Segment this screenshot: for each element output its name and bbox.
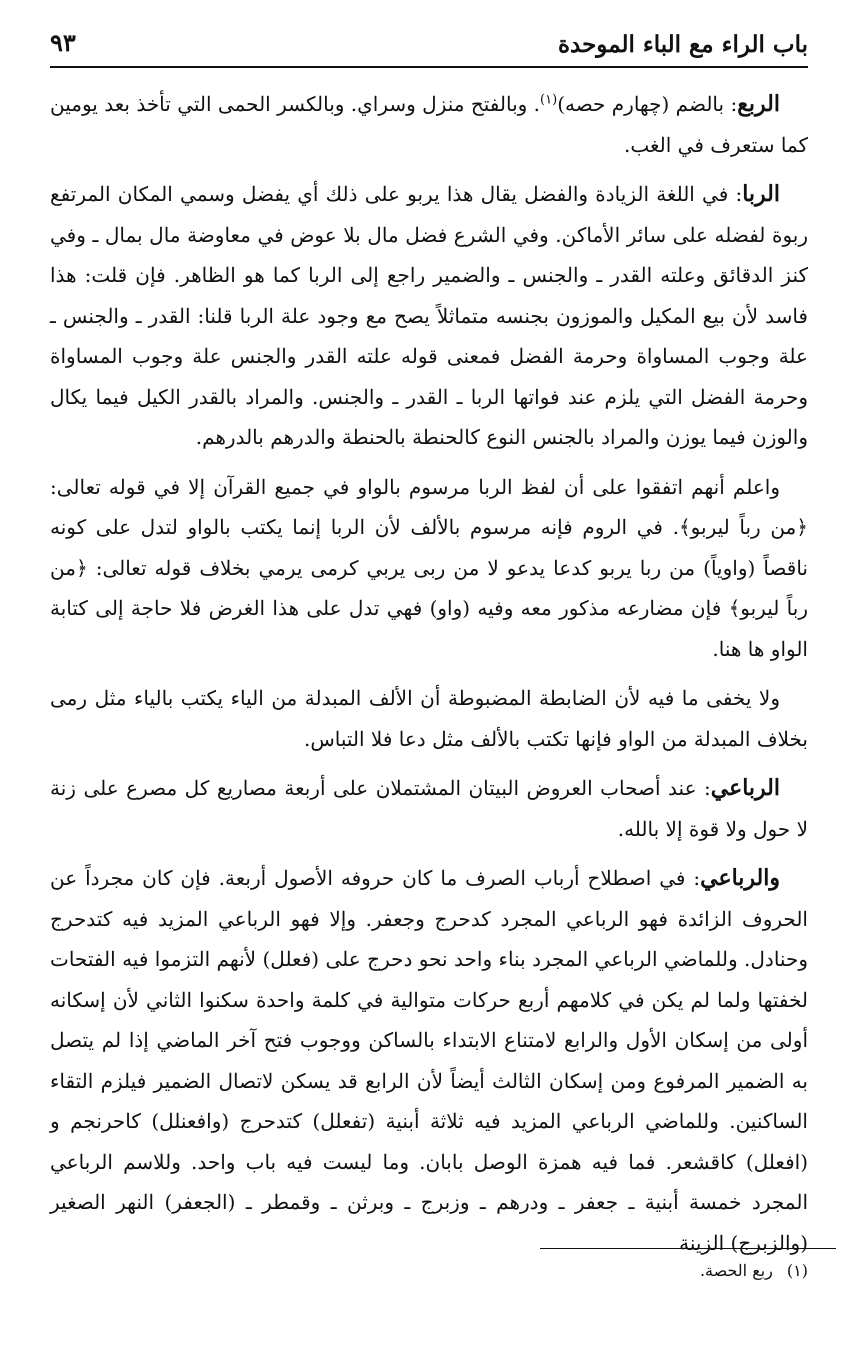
entry-headword: الربع — [737, 91, 780, 117]
entry-text: واعلم أنهم اتفقوا على أن لفظ الربا مرسوم بالواو في جميع القرآن إلا في قوله تعالى: ﴿من رباً ليربو﴾. في الروم فإنه مرسوم بالألف لأن الربا إنما يكتب بالواو لتدل على كونه ناقصاً (واوياً) من ربا يربو كدعا يدعو لا من ربى يربي كرمى يرمي بخلاف قوله تعالى: ﴿من رباً ليربو﴾ فإن مضارعه مذكور معه وفيه (واو) فهي تدل على هذا الغرض فلا حاجة إلى كتابة الواو ها هنا. — [50, 474, 808, 661]
footnote-marker: (١) — [786, 1261, 808, 1280]
running-header — [50, 22, 808, 68]
entry-rub — [50, 84, 808, 165]
main-text — [50, 84, 808, 1272]
footnote-divider — [540, 1248, 836, 1249]
entry-rubai-prosody — [50, 768, 808, 849]
entry-rubai-morphology — [50, 858, 808, 1263]
entry-headword: الرباعي — [710, 775, 780, 801]
chapter-title: باب الراء مع الباء الموحدة — [557, 31, 808, 58]
paragraph-riba-spelling — [50, 467, 808, 670]
footnotes — [50, 1258, 808, 1284]
entry-riba — [50, 174, 808, 458]
entry-text: ولا يخفى ما فيه لأن الضابطة المضبوطة أن الألف المبدلة من الياء يكتب بالياء مثل رمى بخلاف المبدلة من الواو فإنها تكتب بالألف مثل دعا فلا التباس. — [50, 686, 808, 751]
entry-text: : في اصطلاح أرباب الصرف ما كان حروفه الأصول أربعة. فإن كان مجرداً عن الحروف الزائدة فهو الرباعي المجرد كدحرج وجعفر. وإلا فهو الرباعي المزيد فيه كتدحرج وحنادل. وللماضي الرباعي المجرد بناء واحد نحو دحرج على (فعلل) لأنهم التزموا فيه الفتحات لخفتها ولما لم يكن في كلامهم أربع حركات متوالية في كلمة واحدة سكنوا الثاني لأن إسكانه أولى من إسكان الأول والرابع لامتناع الابتداء بالساكن ووجوب فتح آخر الماضي إذا لم يتصل به الضمير المرفوع ومن إسكان الثالث أيضاً لأن الرابع قد يسكن لاتصال الضمير فيلزم التقاء الساكنين. وللماضي الرباعي المزيد فيه ثلاثة أبنية (تفعلل) كتدحرج (وافعنلل) كاحرنجم و (افعلل) كاقشعر. فما فيه همزة الوصل بابان. وما ليست فيه باب واحد. وللاسم الرباعي المجرد خمسة أبنية ـ جعفر ـ ودرهم ـ وزبرج ـ وبرثن ـ وقمطر ـ (الجعفر) النهر الصغير (والزبرج) الزينة — [50, 866, 808, 1255]
footnote-text: ربع الحصة. — [699, 1261, 773, 1280]
entry-headword: والرباعي — [700, 865, 780, 891]
footnote — [50, 1258, 808, 1284]
entry-text: : عند أصحاب العروض البيتان المشتملان على أربعة مصاريع كل مصرع على زنة لا حول ولا قوة إلا بالله. — [50, 776, 808, 841]
entry-text: : في اللغة الزيادة والفضل يقال هذا يربو على ذلك أي يفضل وسمي المكان المرتفع ربوة لفضله على سائر الأماكن. وفي الشرع فضل مال بلا عوض في معاوضة مال بمال ـ وفي كنز الدقائق وعلته القدر ـ والجنس ـ والضمير راجع إلى الربا كما هو الظاهر. فإن قلت: هذا فاسد لأن بيع المكيل والموزون بجنسه متماثلاً يصح مع وجود علة الربا قلنا: القدر ـ والجنس ـ علة وجوب المساواة وحرمة الفضل فمعنى قوله علته القدر والجنس علة وجوب المساواة وحرمة الفضل التي يلزم عند فواتها الربا ـ القدر ـ والجنس. والمراد بالقدر الكيل فيما يكال والوزن فيما يوزن والمراد بالجنس النوع كالحنطة بالحنطة والدرهم بالدرهم. — [50, 182, 808, 449]
entry-text: : بالضم (چهارم حصه) — [557, 92, 738, 116]
paragraph-riba-note — [50, 678, 808, 759]
page-number: ٩٣ — [50, 28, 76, 57]
entry-headword: الربا — [742, 181, 780, 207]
footnote-reference[interactable]: (١) — [540, 92, 558, 108]
entry-text: . وبالفتح منزل وسراي. وبالكسر الحمى التي تأخذ بعد يومين كما ستعرف في الغب. — [50, 92, 808, 157]
